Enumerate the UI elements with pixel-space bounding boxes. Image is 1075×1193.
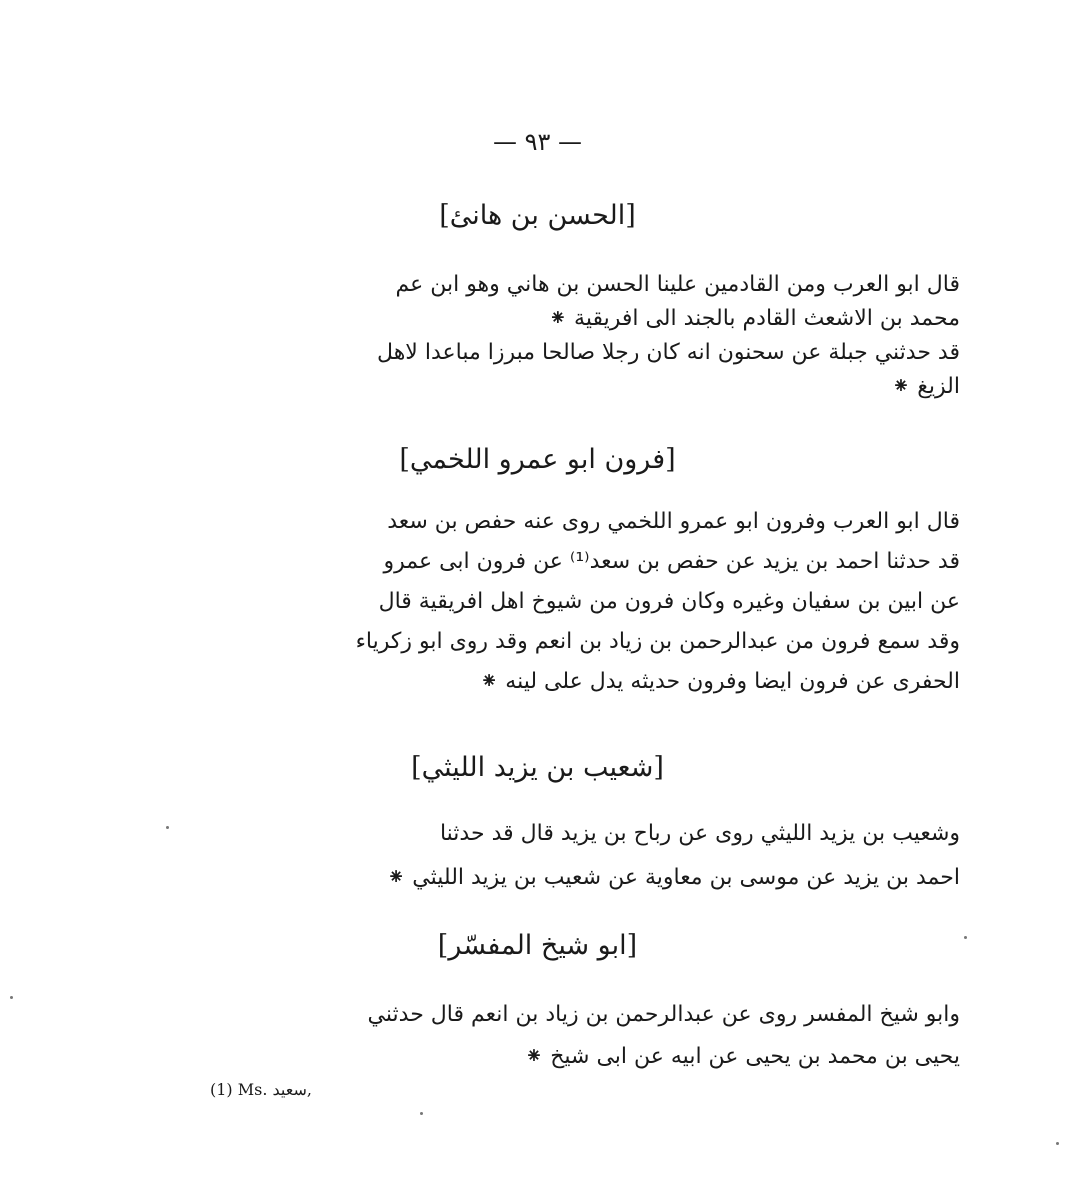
section-heading-1 [0,200,1075,231]
text-line: الحفرى عن فرون ايضا وفرون حديثه يدل على لينه ⁕ [479,669,960,694]
page-number: — ٩٣ — [492,128,583,156]
text-line: احمد بن يزيد عن موسى بن معاوية عن شعيب بن يزيد الليثي ⁕ [386,865,960,890]
section-body-3 [180,812,960,900]
section-heading-text: [الحسن بن هانئ] [439,200,636,231]
section-body-2 [180,502,960,702]
text-line: قال ابو العرب وفرون ابو عمرو اللخمي روى عنه حفص بن سعد [387,509,960,534]
scan-speck [166,826,169,829]
text-line: يحيى بن محمد بن يحيى عن ابيه عن ابى شيخ ⁕ [524,1044,960,1069]
text-line: عن ابين بن سفيان وغيره وكان فرون من شيوخ اهل افريقية قال [378,589,960,614]
text-line: قد حدثني جبلة عن سحنون انه كان رجلا صالحا مبرزا مباعدا لاهل [377,340,960,365]
section-heading-text: [شعيب بن يزيد الليثي] [411,752,664,783]
section-heading-text: [ابو شيخ المفسّر] [437,930,638,961]
section-heading-4 [0,930,1075,961]
section-heading-2 [0,444,1075,475]
scan-speck [964,936,967,939]
text-line: قد حدثنا احمد بن يزيد عن حفص بن سعد⁽¹⁾ عن فرون ابى عمرو [383,549,960,574]
section-body-4 [180,994,960,1078]
text-line: وقد سمع فرون من عبدالرحمن بن زياد بن انعم وقد روى ابو زكرياء [355,629,960,654]
text-line: قال ابو العرب ومن القادمين علينا الحسن بن هاني وهو ابن عم [395,272,960,297]
footnote: (1) Ms. سعيد, [210,1080,312,1099]
text-line: محمد بن الاشعث القادم بالجند الى افريقية ⁕ [548,306,960,331]
text-line: وابو شيخ المفسر روى عن عبدالرحمن بن زياد بن انعم قال حدثني [367,1002,960,1027]
text-line: وشعيب بن يزيد الليثي روى عن رباح بن يزيد قال قد حدثنا [439,821,960,846]
scan-speck [420,1112,423,1115]
text-line: الزيغ ⁕ [891,374,960,399]
section-heading-text: [فرون ابو عمرو اللخمي] [399,444,676,475]
scan-speck [1056,1142,1059,1145]
section-heading-3 [0,752,1075,783]
scan-speck [10,996,13,999]
section-body-1 [180,268,960,404]
